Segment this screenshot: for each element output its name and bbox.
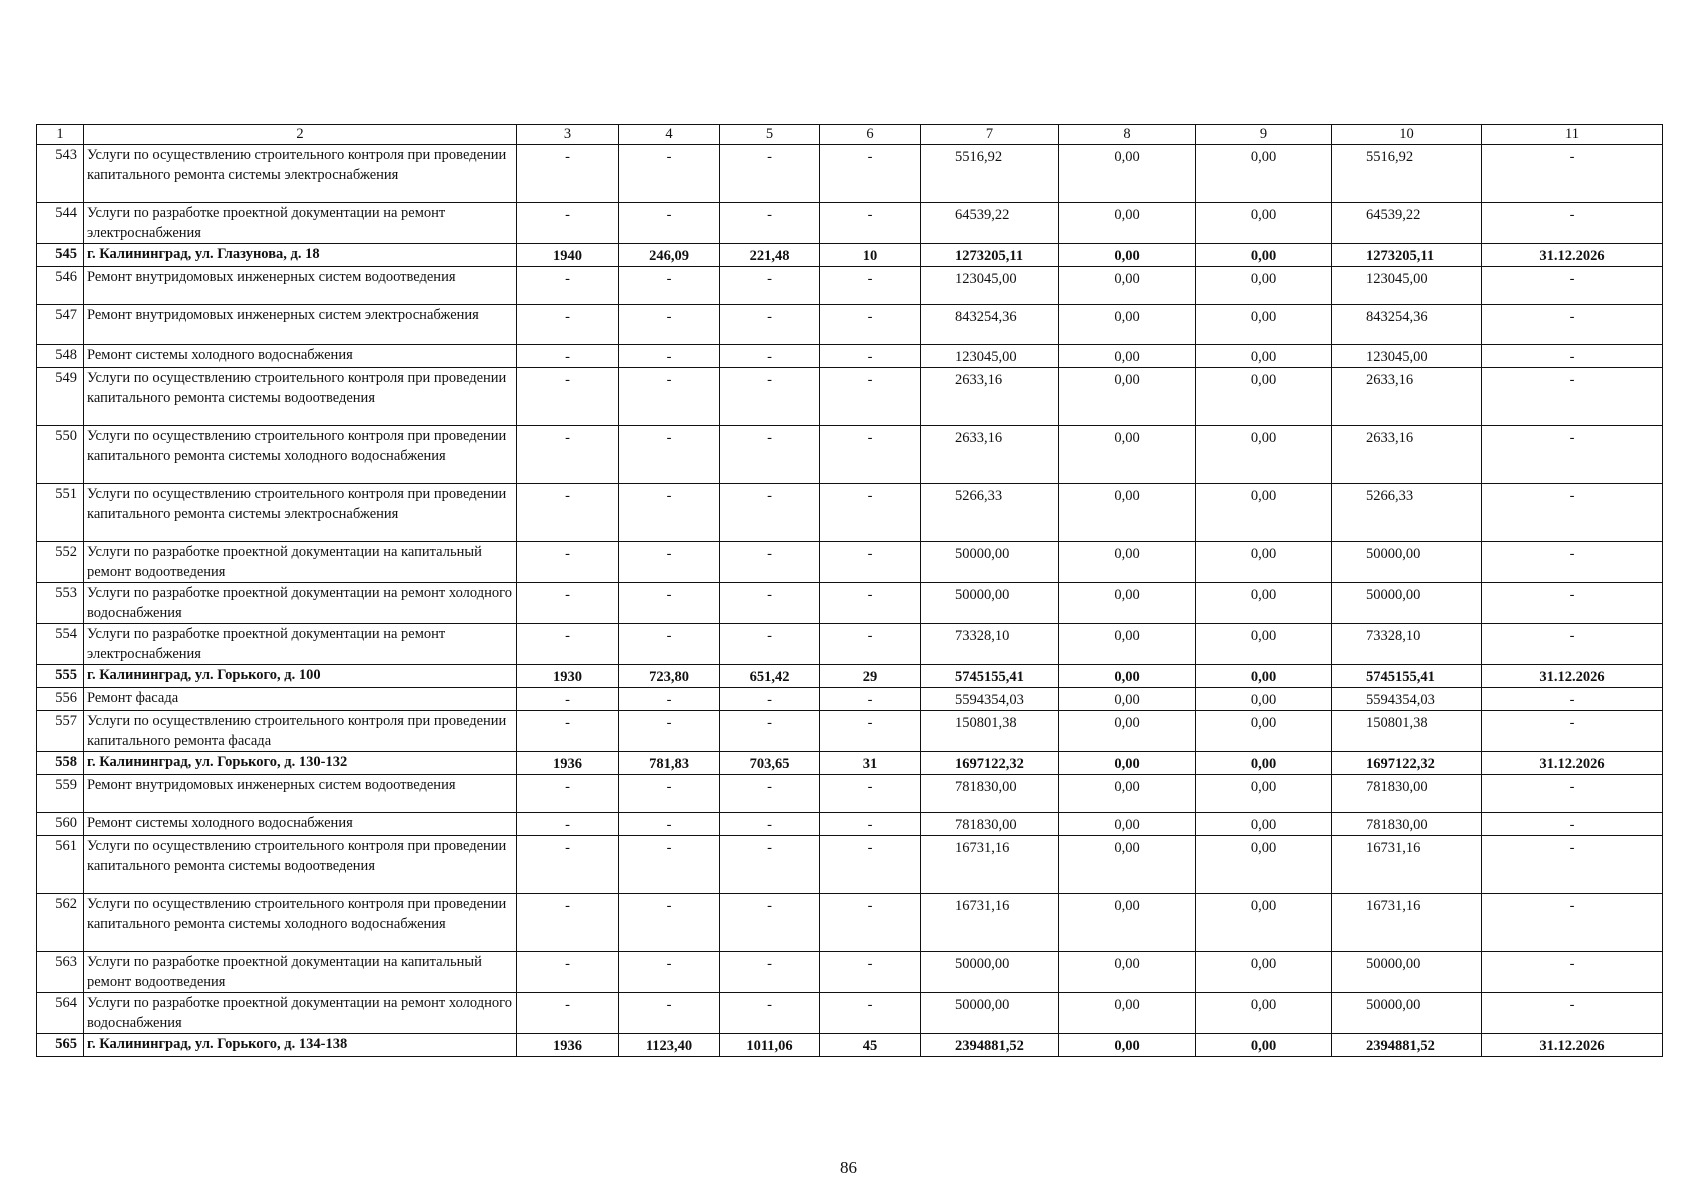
value-cell: 2633,16 [921, 426, 1059, 484]
row-number-cell: 559 [37, 775, 84, 813]
value-cell: 843254,36 [921, 305, 1059, 345]
value-cell: 781830,00 [1332, 813, 1482, 836]
value-cell: 0,00 [1196, 1034, 1332, 1057]
value-cell: - [619, 775, 720, 813]
table-row [37, 203, 1663, 244]
value-cell: 0,00 [1196, 426, 1332, 484]
value-cell: 1930 [517, 665, 619, 688]
value-cell: 1940 [517, 244, 619, 267]
value-cell: - [1482, 952, 1663, 993]
value-cell: - [619, 993, 720, 1034]
value-cell: 651,42 [720, 665, 820, 688]
value-cell: 1936 [517, 752, 619, 775]
value-cell: 0,00 [1059, 688, 1196, 711]
value-cell: 64539,22 [921, 203, 1059, 244]
value-cell: 5594354,03 [921, 688, 1059, 711]
table-row [37, 1034, 1663, 1057]
value-cell: - [619, 345, 720, 368]
value-cell: 31.12.2026 [1482, 665, 1663, 688]
value-cell: 781830,00 [1332, 775, 1482, 813]
table-row [37, 711, 1663, 752]
table-row [37, 836, 1663, 894]
header-row [37, 125, 1663, 145]
value-cell: - [517, 836, 619, 894]
value-cell: 50000,00 [1332, 583, 1482, 624]
table-row [37, 345, 1663, 368]
value-cell: 0,00 [1196, 894, 1332, 952]
row-number-cell: 545 [37, 244, 84, 267]
description-cell: Услуги по разработке проектной документации на капитальный ремонт водоотведения [84, 542, 517, 583]
value-cell: - [1482, 542, 1663, 583]
value-cell: 0,00 [1196, 145, 1332, 203]
row-number-cell: 565 [37, 1034, 84, 1057]
value-cell: - [517, 267, 619, 305]
value-cell: - [720, 993, 820, 1034]
value-cell: - [720, 368, 820, 426]
value-cell: - [517, 583, 619, 624]
value-cell: - [517, 426, 619, 484]
row-number-cell: 563 [37, 952, 84, 993]
value-cell: - [1482, 836, 1663, 894]
header-cell: 10 [1332, 125, 1482, 145]
row-number-cell: 561 [37, 836, 84, 894]
table-row [37, 583, 1663, 624]
table-row [37, 688, 1663, 711]
value-cell: - [1482, 368, 1663, 426]
value-cell: - [517, 688, 619, 711]
value-cell: - [517, 203, 619, 244]
value-cell: - [517, 993, 619, 1034]
value-cell: 123045,00 [921, 267, 1059, 305]
value-cell: - [619, 542, 720, 583]
value-cell: - [517, 305, 619, 345]
value-cell: 0,00 [1196, 305, 1332, 345]
value-cell: - [619, 711, 720, 752]
value-cell: 0,00 [1196, 952, 1332, 993]
value-cell: - [820, 583, 921, 624]
value-cell: - [820, 484, 921, 542]
row-number-cell: 552 [37, 542, 84, 583]
row-number-cell: 551 [37, 484, 84, 542]
value-cell: - [619, 624, 720, 665]
row-number-cell: 564 [37, 993, 84, 1034]
table-row [37, 305, 1663, 345]
description-cell: г. Калининград, ул. Горького, д. 130-132 [84, 752, 517, 775]
value-cell: 2633,16 [1332, 426, 1482, 484]
value-cell: 16731,16 [1332, 894, 1482, 952]
value-cell: 0,00 [1059, 145, 1196, 203]
value-cell: 50000,00 [921, 542, 1059, 583]
description-cell: Услуги по разработке проектной документации на ремонт холодного водоснабжения [84, 993, 517, 1034]
value-cell: - [1482, 484, 1663, 542]
value-cell: 31 [820, 752, 921, 775]
value-cell: 0,00 [1196, 665, 1332, 688]
value-cell: 843254,36 [1332, 305, 1482, 345]
value-cell: - [820, 624, 921, 665]
value-cell: 150801,38 [921, 711, 1059, 752]
table-row [37, 952, 1663, 993]
value-cell: - [619, 813, 720, 836]
value-cell: 0,00 [1059, 894, 1196, 952]
value-cell: - [619, 267, 720, 305]
row-number-cell: 546 [37, 267, 84, 305]
value-cell: - [517, 345, 619, 368]
value-cell: - [820, 813, 921, 836]
value-cell: 0,00 [1059, 345, 1196, 368]
table-row [37, 426, 1663, 484]
value-cell: 0,00 [1196, 775, 1332, 813]
value-cell: 1011,06 [720, 1034, 820, 1057]
value-cell: 221,48 [720, 244, 820, 267]
value-cell: 1936 [517, 1034, 619, 1057]
value-cell: - [820, 775, 921, 813]
value-cell: - [1482, 426, 1663, 484]
value-cell: - [820, 542, 921, 583]
value-cell: 45 [820, 1034, 921, 1057]
value-cell: 10 [820, 244, 921, 267]
row-number-cell: 548 [37, 345, 84, 368]
value-cell: 16731,16 [1332, 836, 1482, 894]
value-cell: - [720, 203, 820, 244]
value-cell: 0,00 [1059, 1034, 1196, 1057]
value-cell: 0,00 [1059, 203, 1196, 244]
value-cell: - [720, 345, 820, 368]
header-cell: 3 [517, 125, 619, 145]
value-cell: 0,00 [1059, 426, 1196, 484]
value-cell: 50000,00 [1332, 542, 1482, 583]
description-cell: Услуги по осуществлению строительного контроля при проведении капитального ремонта фасада [84, 711, 517, 752]
value-cell: 246,09 [619, 244, 720, 267]
description-cell: Ремонт системы холодного водоснабжения [84, 813, 517, 836]
value-cell: 5516,92 [1332, 145, 1482, 203]
header-cell: 2 [84, 125, 517, 145]
value-cell: 0,00 [1196, 542, 1332, 583]
value-cell: - [820, 836, 921, 894]
value-cell: 0,00 [1196, 345, 1332, 368]
value-cell: - [720, 484, 820, 542]
row-number-cell: 550 [37, 426, 84, 484]
value-cell: 1697122,32 [1332, 752, 1482, 775]
value-cell: 2633,16 [1332, 368, 1482, 426]
value-cell: 2633,16 [921, 368, 1059, 426]
row-number-cell: 547 [37, 305, 84, 345]
value-cell: 0,00 [1059, 711, 1196, 752]
row-number-cell: 544 [37, 203, 84, 244]
value-cell: 0,00 [1196, 688, 1332, 711]
value-cell: - [820, 345, 921, 368]
value-cell: - [619, 688, 720, 711]
value-cell: - [720, 775, 820, 813]
value-cell: 0,00 [1059, 368, 1196, 426]
value-cell: 0,00 [1196, 368, 1332, 426]
value-cell: - [720, 624, 820, 665]
value-cell: - [820, 426, 921, 484]
row-number-cell: 549 [37, 368, 84, 426]
value-cell: - [517, 894, 619, 952]
value-cell: - [1482, 305, 1663, 345]
description-cell: Ремонт фасада [84, 688, 517, 711]
value-cell: 50000,00 [921, 993, 1059, 1034]
value-cell: 31.12.2026 [1482, 244, 1663, 267]
value-cell: 16731,16 [921, 894, 1059, 952]
value-cell: 0,00 [1196, 836, 1332, 894]
description-cell: Услуги по осуществлению строительного контроля при проведении капитального ремонта системы водоотведения [84, 368, 517, 426]
value-cell: - [619, 305, 720, 345]
value-cell: - [1482, 583, 1663, 624]
value-cell: 0,00 [1196, 624, 1332, 665]
value-cell: 781830,00 [921, 775, 1059, 813]
value-cell: - [720, 836, 820, 894]
table-row [37, 993, 1663, 1034]
value-cell: - [1482, 775, 1663, 813]
value-cell: - [1482, 688, 1663, 711]
value-cell: - [820, 368, 921, 426]
value-cell: - [517, 624, 619, 665]
value-cell: 703,65 [720, 752, 820, 775]
value-cell: - [1482, 624, 1663, 665]
table-row [37, 894, 1663, 952]
row-number-cell: 554 [37, 624, 84, 665]
value-cell: 64539,22 [1332, 203, 1482, 244]
value-cell: 16731,16 [921, 836, 1059, 894]
value-cell: - [820, 952, 921, 993]
value-cell: - [720, 145, 820, 203]
value-cell: 50000,00 [1332, 952, 1482, 993]
value-cell: - [517, 368, 619, 426]
value-cell: 1273205,11 [921, 244, 1059, 267]
value-cell: - [1482, 813, 1663, 836]
value-cell: - [820, 267, 921, 305]
value-cell: 5745155,41 [1332, 665, 1482, 688]
description-cell: г. Калининград, ул. Горького, д. 134-138 [84, 1034, 517, 1057]
value-cell: 0,00 [1059, 305, 1196, 345]
row-number-cell: 556 [37, 688, 84, 711]
value-cell: 0,00 [1196, 244, 1332, 267]
value-cell: - [820, 145, 921, 203]
value-cell: 50000,00 [921, 952, 1059, 993]
value-cell: 0,00 [1059, 813, 1196, 836]
value-cell: - [1482, 345, 1663, 368]
value-cell: - [517, 813, 619, 836]
value-cell: 31.12.2026 [1482, 752, 1663, 775]
value-cell: 2394881,52 [1332, 1034, 1482, 1057]
value-cell: - [619, 426, 720, 484]
description-cell: Услуги по осуществлению строительного контроля при проведении капитального ремонта системы электроснабжения [84, 484, 517, 542]
row-number-cell: 553 [37, 583, 84, 624]
description-cell: Ремонт внутридомовых инженерных систем электроснабжения [84, 305, 517, 345]
table-row [37, 244, 1663, 267]
value-cell: - [720, 267, 820, 305]
value-cell: - [820, 894, 921, 952]
value-cell: - [720, 426, 820, 484]
value-cell: 0,00 [1059, 952, 1196, 993]
value-cell: 0,00 [1059, 665, 1196, 688]
value-cell: 73328,10 [921, 624, 1059, 665]
value-cell: 150801,38 [1332, 711, 1482, 752]
row-number-cell: 560 [37, 813, 84, 836]
value-cell: 0,00 [1059, 542, 1196, 583]
page-number: 86 [840, 1158, 857, 1177]
table-row [37, 145, 1663, 203]
table-row [37, 484, 1663, 542]
description-cell: Услуги по осуществлению строительного контроля при проведении капитального ремонта системы холодного водоснабжения [84, 894, 517, 952]
value-cell: 0,00 [1196, 267, 1332, 305]
value-cell: 0,00 [1059, 484, 1196, 542]
row-number-cell: 562 [37, 894, 84, 952]
header-cell: 6 [820, 125, 921, 145]
value-cell: - [517, 775, 619, 813]
value-cell: - [1482, 203, 1663, 244]
description-cell: Ремонт системы холодного водоснабжения [84, 345, 517, 368]
value-cell: - [1482, 894, 1663, 952]
value-cell: 2394881,52 [921, 1034, 1059, 1057]
value-cell: 0,00 [1196, 583, 1332, 624]
table-row [37, 665, 1663, 688]
value-cell: 5745155,41 [921, 665, 1059, 688]
value-cell: - [619, 368, 720, 426]
value-cell: 50000,00 [921, 583, 1059, 624]
table-row [37, 624, 1663, 665]
value-cell: 123045,00 [1332, 267, 1482, 305]
value-cell: - [1482, 993, 1663, 1034]
value-cell: - [619, 484, 720, 542]
header-cell: 7 [921, 125, 1059, 145]
value-cell: 0,00 [1059, 583, 1196, 624]
value-cell: - [1482, 145, 1663, 203]
value-cell: 0,00 [1059, 775, 1196, 813]
table-row [37, 542, 1663, 583]
value-cell: 123045,00 [1332, 345, 1482, 368]
header-cell: 11 [1482, 125, 1663, 145]
value-cell: 0,00 [1059, 752, 1196, 775]
value-cell: - [517, 484, 619, 542]
description-cell: г. Калининград, ул. Горького, д. 100 [84, 665, 517, 688]
value-cell: 0,00 [1196, 203, 1332, 244]
table-row [37, 368, 1663, 426]
value-cell: - [720, 305, 820, 345]
value-cell: 0,00 [1059, 993, 1196, 1034]
value-cell: - [619, 583, 720, 624]
value-cell: 0,00 [1196, 813, 1332, 836]
value-cell: 5266,33 [1332, 484, 1482, 542]
value-cell: 123045,00 [921, 345, 1059, 368]
value-cell: - [619, 894, 720, 952]
value-cell: - [820, 203, 921, 244]
table-row [37, 267, 1663, 305]
description-cell: г. Калининград, ул. Глазунова, д. 18 [84, 244, 517, 267]
description-cell: Услуги по разработке проектной документации на капитальный ремонт водоотведения [84, 952, 517, 993]
value-cell: 0,00 [1196, 752, 1332, 775]
value-cell: 1697122,32 [921, 752, 1059, 775]
value-cell: 723,80 [619, 665, 720, 688]
value-cell: - [517, 145, 619, 203]
value-cell: - [720, 583, 820, 624]
table-row [37, 813, 1663, 836]
row-number-cell: 543 [37, 145, 84, 203]
value-cell: 1123,40 [619, 1034, 720, 1057]
value-cell: 0,00 [1059, 624, 1196, 665]
description-cell: Ремонт внутридомовых инженерных систем водоотведения [84, 775, 517, 813]
value-cell: - [517, 952, 619, 993]
value-cell: 0,00 [1196, 993, 1332, 1034]
value-cell: 1273205,11 [1332, 244, 1482, 267]
value-cell: 781830,00 [921, 813, 1059, 836]
value-cell: 0,00 [1059, 836, 1196, 894]
description-cell: Услуги по осуществлению строительного контроля при проведении капитального ремонта системы водоотведения [84, 836, 517, 894]
value-cell: - [820, 688, 921, 711]
value-cell: - [820, 305, 921, 345]
description-cell: Услуги по разработке проектной документации на ремонт холодного водоснабжения [84, 583, 517, 624]
value-cell: - [720, 542, 820, 583]
row-number-cell: 557 [37, 711, 84, 752]
row-number-cell: 558 [37, 752, 84, 775]
value-cell: 31.12.2026 [1482, 1034, 1663, 1057]
value-cell: - [720, 688, 820, 711]
description-cell: Услуги по осуществлению строительного контроля при проведении капитального ремонта системы электроснабжения [84, 145, 517, 203]
value-cell: 781,83 [619, 752, 720, 775]
value-cell: - [619, 836, 720, 894]
value-cell: - [619, 145, 720, 203]
value-cell: - [720, 711, 820, 752]
header-cell: 8 [1059, 125, 1196, 145]
header-cell: 5 [720, 125, 820, 145]
description-cell: Услуги по разработке проектной документации на ремонт электроснабжения [84, 203, 517, 244]
header-cell: 1 [37, 125, 84, 145]
value-cell: - [619, 203, 720, 244]
header-cell: 4 [619, 125, 720, 145]
value-cell: 29 [820, 665, 921, 688]
value-cell: 0,00 [1059, 267, 1196, 305]
description-cell: Услуги по осуществлению строительного контроля при проведении капитального ремонта системы холодного водоснабжения [84, 426, 517, 484]
description-cell: Ремонт внутридомовых инженерных систем водоотведения [84, 267, 517, 305]
value-cell: - [820, 993, 921, 1034]
value-cell: 73328,10 [1332, 624, 1482, 665]
value-cell: - [1482, 267, 1663, 305]
value-cell: 5594354,03 [1332, 688, 1482, 711]
value-cell: - [720, 952, 820, 993]
value-cell: - [517, 542, 619, 583]
header-cell: 9 [1196, 125, 1332, 145]
value-cell: 0,00 [1196, 711, 1332, 752]
value-cell: - [1482, 711, 1663, 752]
value-cell: 50000,00 [1332, 993, 1482, 1034]
table-row [37, 752, 1663, 775]
row-number-cell: 555 [37, 665, 84, 688]
value-cell: - [720, 813, 820, 836]
repair-schedule-table [36, 124, 1663, 1057]
value-cell: - [720, 894, 820, 952]
description-cell: Услуги по разработке проектной документации на ремонт электроснабжения [84, 624, 517, 665]
value-cell: 5266,33 [921, 484, 1059, 542]
value-cell: - [517, 711, 619, 752]
value-cell: - [820, 711, 921, 752]
value-cell: 0,00 [1059, 244, 1196, 267]
table-row [37, 775, 1663, 813]
value-cell: - [619, 952, 720, 993]
value-cell: 0,00 [1196, 484, 1332, 542]
value-cell: 5516,92 [921, 145, 1059, 203]
